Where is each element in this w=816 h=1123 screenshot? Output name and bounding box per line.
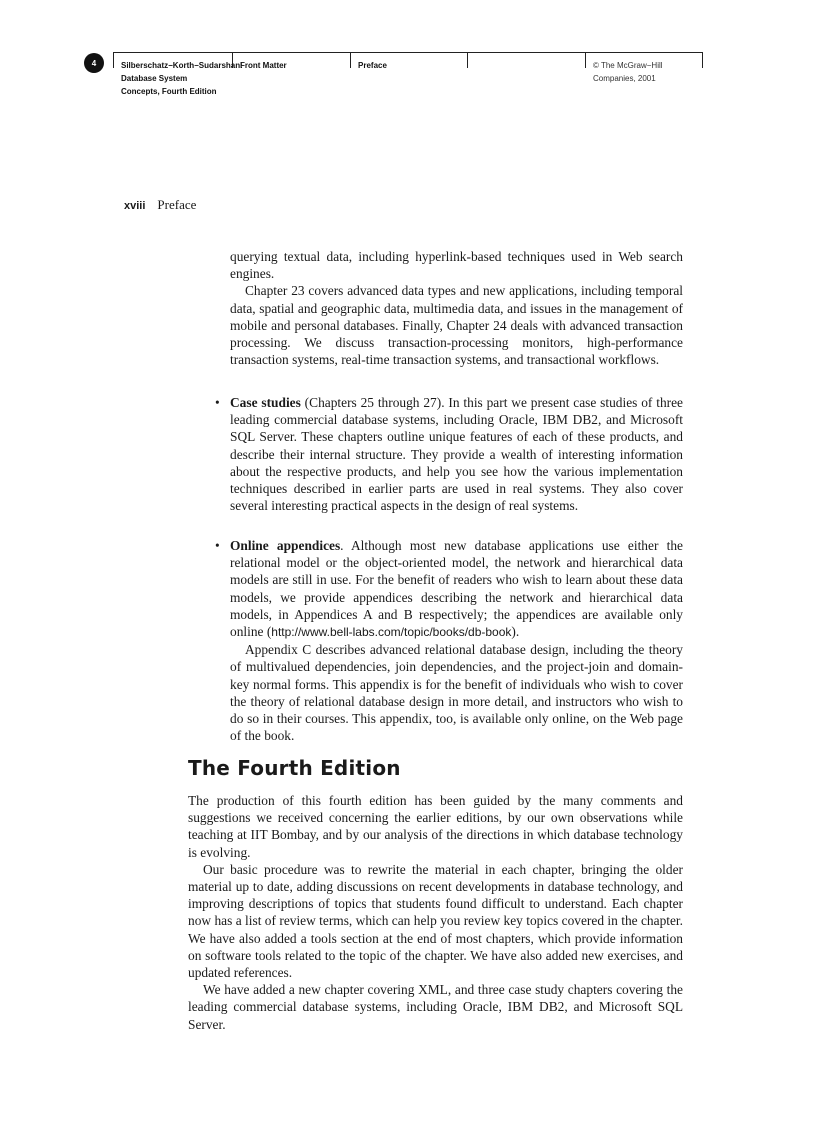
running-title: Preface [157,197,197,212]
book-url-link[interactable]: http://www.bell-labs.com/topic/books/db-book [271,625,512,640]
header-divider [350,52,351,68]
paragraph: We have added a new chapter covering XML, and three case study chapters covering the leading commercial database systems, including Oracle, IBM DB2, and Microsoft SQL Server. [188,982,683,1032]
bullet-case-studies [215,394,683,514]
book-title: Silberschatz−Korth−Sudarshan: Database System Concepts, Fourth Edition [121,61,243,96]
bullet-online-appendices [215,537,683,744]
header-rule [113,52,703,53]
header-divider [702,52,703,68]
paragraph: querying textual data, including hyperlink-based techniques used in Web search engines. [230,249,683,282]
bullet-icon: • [215,538,220,553]
section-text [188,792,683,1033]
bullet-text: (Chapters 25 through 27). In this part we present case studies of three leading commercial database systems, including Oracle, IBM DB2, and Microsoft SQL Server. These chapters outline unique features of each of these products, and describe their internal structure. They provide a wealth of interesting information about the respective products, and help you see how the various implementation techniques described in earlier parts are used in real systems. They also cover several interesting practical aspects in the design of real systems. [230,395,683,514]
bullet-text: . Although most new database applications use either the relational model or the object-oriented model, the network and hierarchical data models are still in use. For the benefit of readers who wish to learn about these data models, we provide appendices describing the network and hierarchical data models, in Appendices A and B respectively; the appendices are available only online ( [230,538,683,640]
folio: xviii [124,200,146,212]
header-divider [467,52,468,68]
paragraph: The production of this fourth edition has been guided by the many comments and suggestions we received concerning the earlier editions, by our own observations while teaching at IIT Bombay, and by our analysis of the directions in which database technology is evolving. [188,793,683,860]
paragraph: Appendix C describes advanced relational database design, including the theory of multivalued dependencies, join dependencies, and the project-join and domain-key normal forms. This appendix is for the benefit of individuals who wish to cover the theory of relational database design in more detail, and instructors who wish to do so in their courses. This appendix, too, is available only online, on the Web page of the book. [230,642,683,744]
running-head [124,197,196,213]
header-divider [585,52,586,68]
copyright: © The McGraw−Hill Companies, 2001 [593,61,663,83]
bullet-text: ). [511,624,520,640]
header-divider [113,52,114,68]
part-label: Front Matter [240,61,287,70]
intro-text [230,248,683,368]
paragraph: Our basic procedure was to rewrite the material in each chapter, bringing the older material up to date, adding discussions on recent developments in database technology, and improving descriptions of topics that students found difficult to understand. Each chapter now has a list of review terms, which can help you review key topics covered in the chapter. We have also added a tools section at the end of most chapters, which provide information on software tools related to the topic of the chapter. We have also added new exercises, and updated references. [188,861,683,981]
bullet-title: Case studies [230,395,301,410]
paragraph: Chapter 23 covers advanced data types and new applications, including temporal data, spatial and geographic data, multimedia data, and issues in the management of mobile and personal databases. Finally, Chapter 24 deals with advanced transaction processing. We discuss transaction-processing monitors, high-performance transaction systems, real-time transaction systems, and transactional workflows. [230,283,683,368]
bullet-icon: • [215,395,220,410]
bullet-title: Online appendices [230,538,341,553]
page-number-badge: 4 [84,53,104,73]
section-heading: The Fourth Edition [188,756,401,780]
chapter-label: Preface [358,61,387,70]
